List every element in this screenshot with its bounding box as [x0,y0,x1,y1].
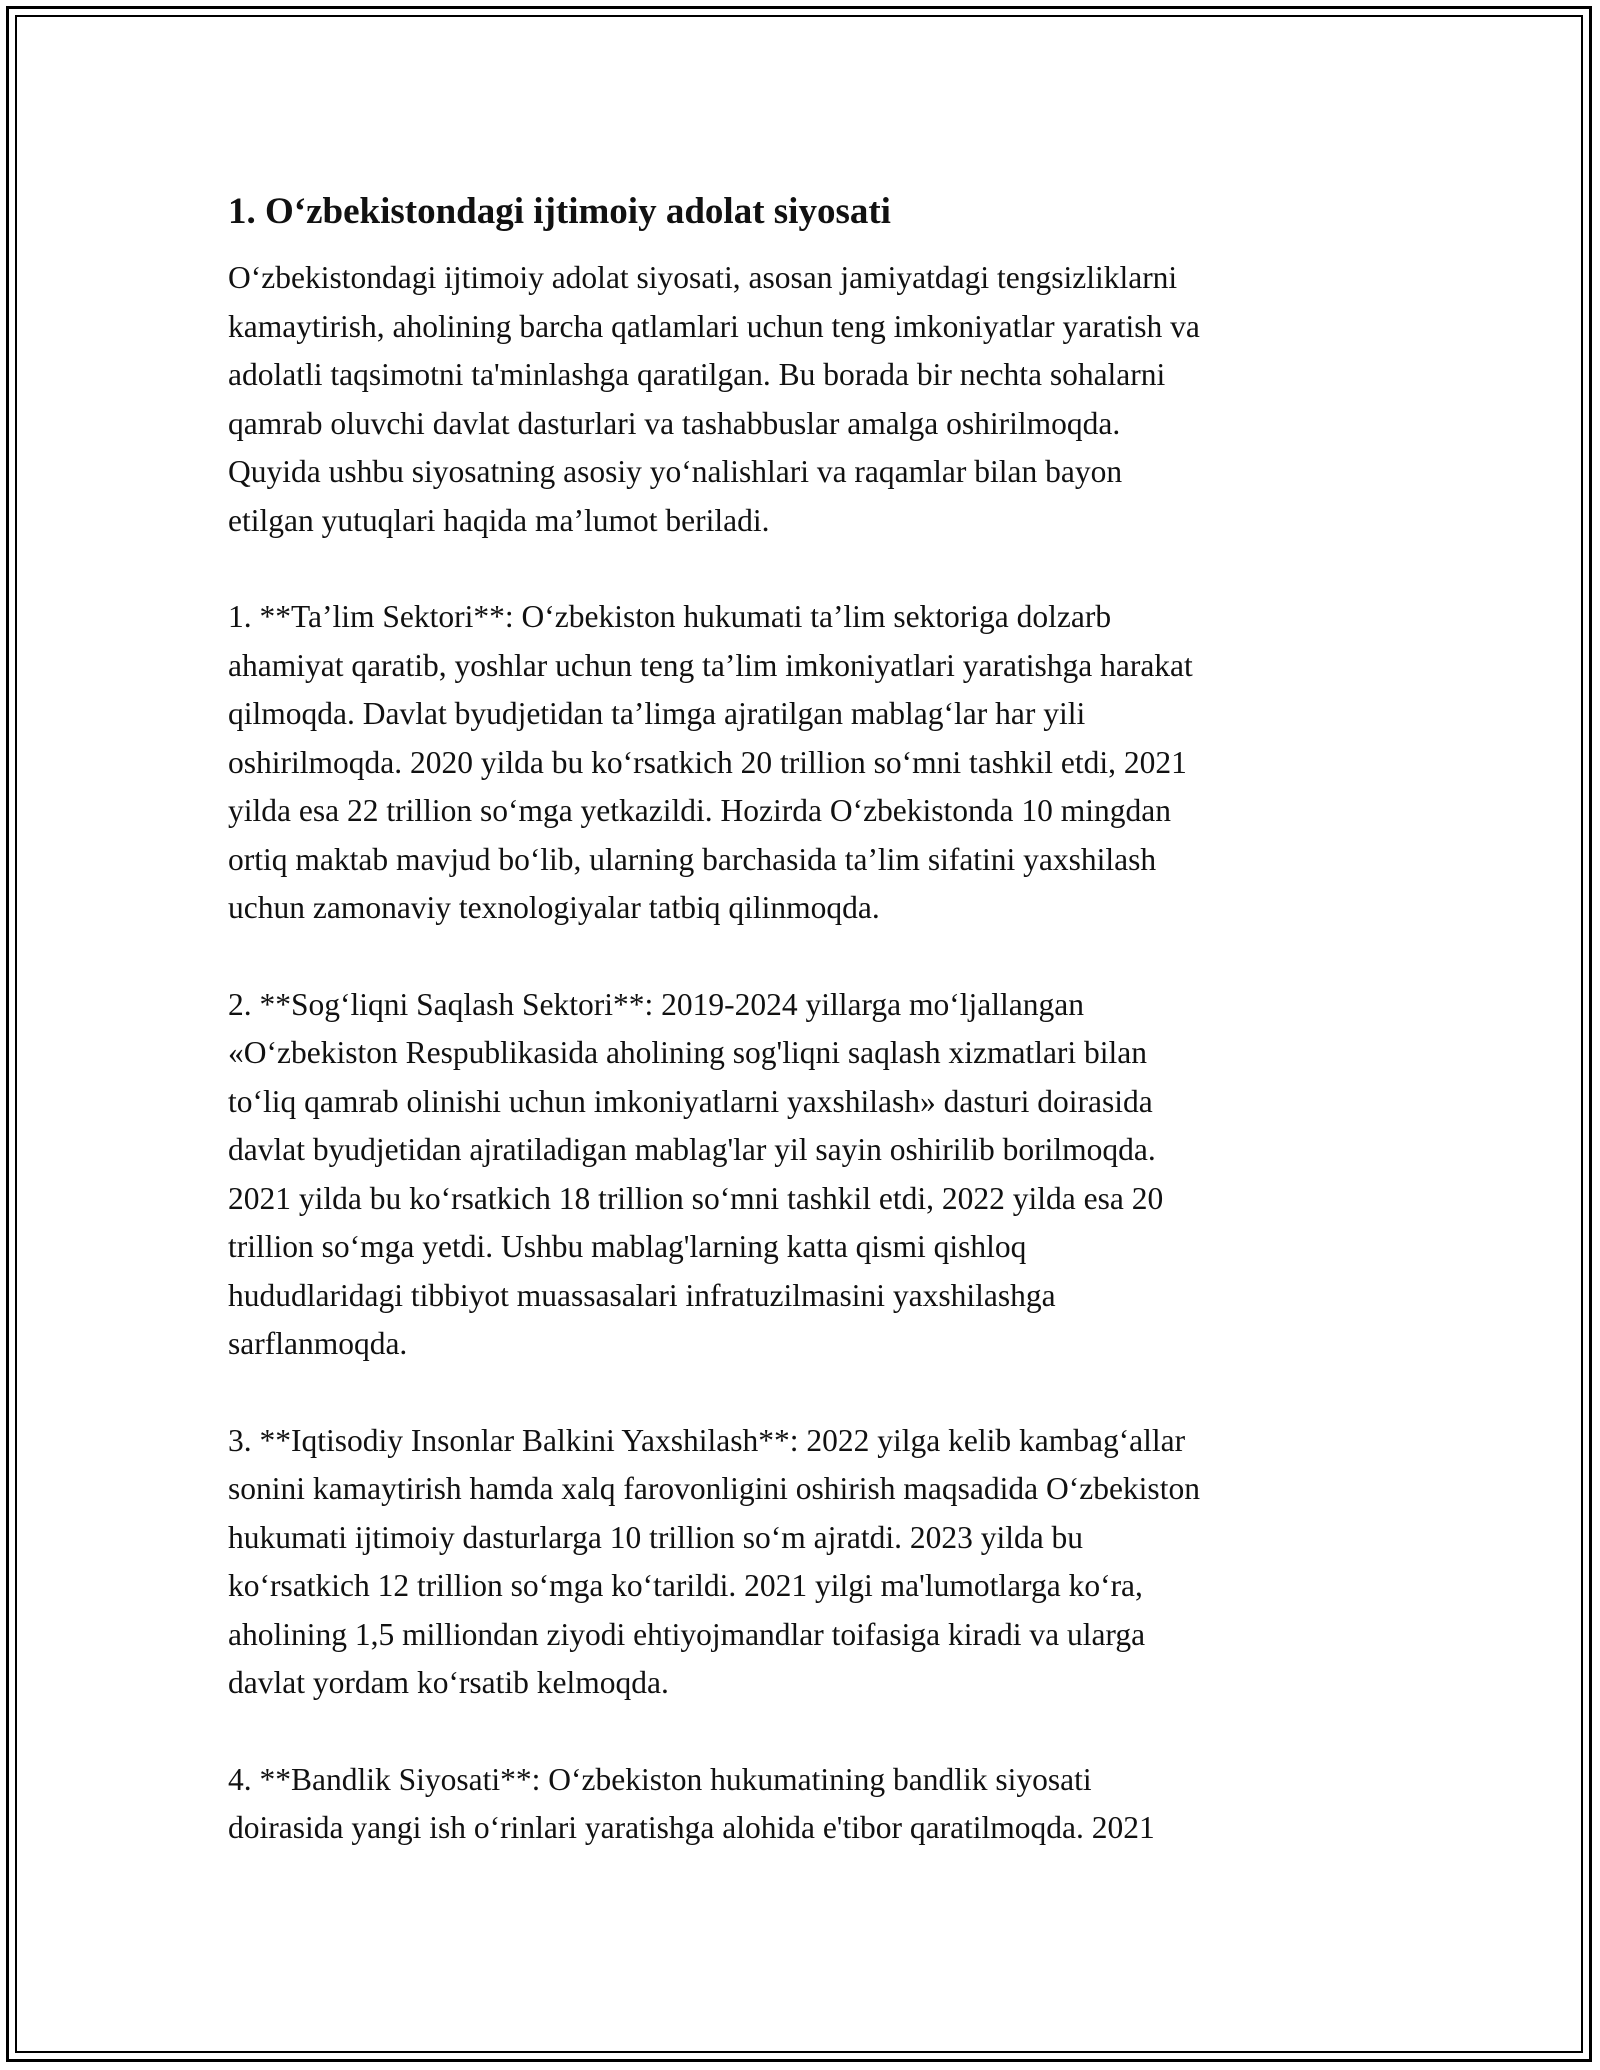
document-title: 1. O‘zbekistondagi ijtimoiy adolat siyosati [228,191,891,232]
paragraph-intro: O‘zbekistondagi ijtimoiy adolat siyosati, asosan jamiyatdagi tengsizliklarni kamaytirish, aholining barcha qatlamlari uchun teng imkoniyatlar yaratish va adolatli taqsimotni ta'minlashga qaratilgan. Bu borada bir nechta sohalarni qamrab oluvchi davlat dasturlari va tashabbuslar amalga oshirilmoqda. Quyida ushbu siyosatning asosiy yo‘nalishlari va raqamlar bilan bayon etilgan yutuqlari haqida ma’lumot beriladi. [228,260,1200,538]
paragraph-health-sector: 2. **Sog‘liqni Saqlash Sektori**: 2019-2024 yillarga mo‘ljallangan «O‘zbekiston Respublikasida aholining sog'liqni saqlash xizmatlari bilan to‘liq qamrab olinishi uchun imkoniyatlarni yaxshilash» dasturi doirasida davlat byudjetidan ajratiladigan mablag'lar yil sayin oshirilib borilmoqda. 2021 yilda bu ko‘rsatkich 18 trillion so‘mni tashkil etdi, 2022 yilda esa 20 trillion so‘mga yetdi. Ushbu mablag'larning katta qismi qishloq hududlaridagi tibbiyot muassasalari infratuzilmasini yaxshilashga sarflanmoqda. [228,986,1164,1361]
paragraph-economic-welfare: 3. **Iqtisodiy Insonlar Balkini Yaxshilash**: 2022 yilga kelib kambag‘allar sonini kamaytirish hamda xalq farovonligini oshirish maqsadida O‘zbekiston hukumati ijtimoiy dasturlarga 10 trillion so‘m ajratdi. 2023 yilda bu ko‘rsatkich 12 trillion so‘mga ko‘tarildi. 2021 yilgi ma'lumotlarga ko‘ra, aholining 1,5 milliondan ziyodi ehtiyojmandlar toifasiga kiradi va ularga davlat yordam ko‘rsatib kelmoqda. [228,1422,1200,1700]
paragraph-education-sector: 1. **Ta’lim Sektori**: O‘zbekiston hukumati ta’lim sektoriga dolzarb ahamiyat qaratib, yoshlar uchun teng ta’lim imkoniyatlari yaratishga harakat qilmoqda. Davlat byudjetidan ta’limga ajratilgan mablag‘lar har yili oshirilmoqda. 2020 yilda bu ko‘rsatkich 20 trillion so‘mni tashkil etdi, 2021 yilda esa 22 trillion so‘mga yetkazildi. Hozirda O‘zbekistonda 10 mingdan ortiq maktab mavjud bo‘lib, ularning barchasida ta’lim sifatini yaxshilash uchun zamonaviy texnologiyalar tatbiq qilinmoqda. [228,599,1193,925]
document-body [228,184,1388,1901]
paragraph-employment-policy: 4. **Bandlik Siyosati**: O‘zbekiston hukumatining bandlik siyosati doirasida yangi ish o‘rinlari yaratishga alohida e'tibor qaratilmoqda. 2021 [228,1761,1155,1845]
